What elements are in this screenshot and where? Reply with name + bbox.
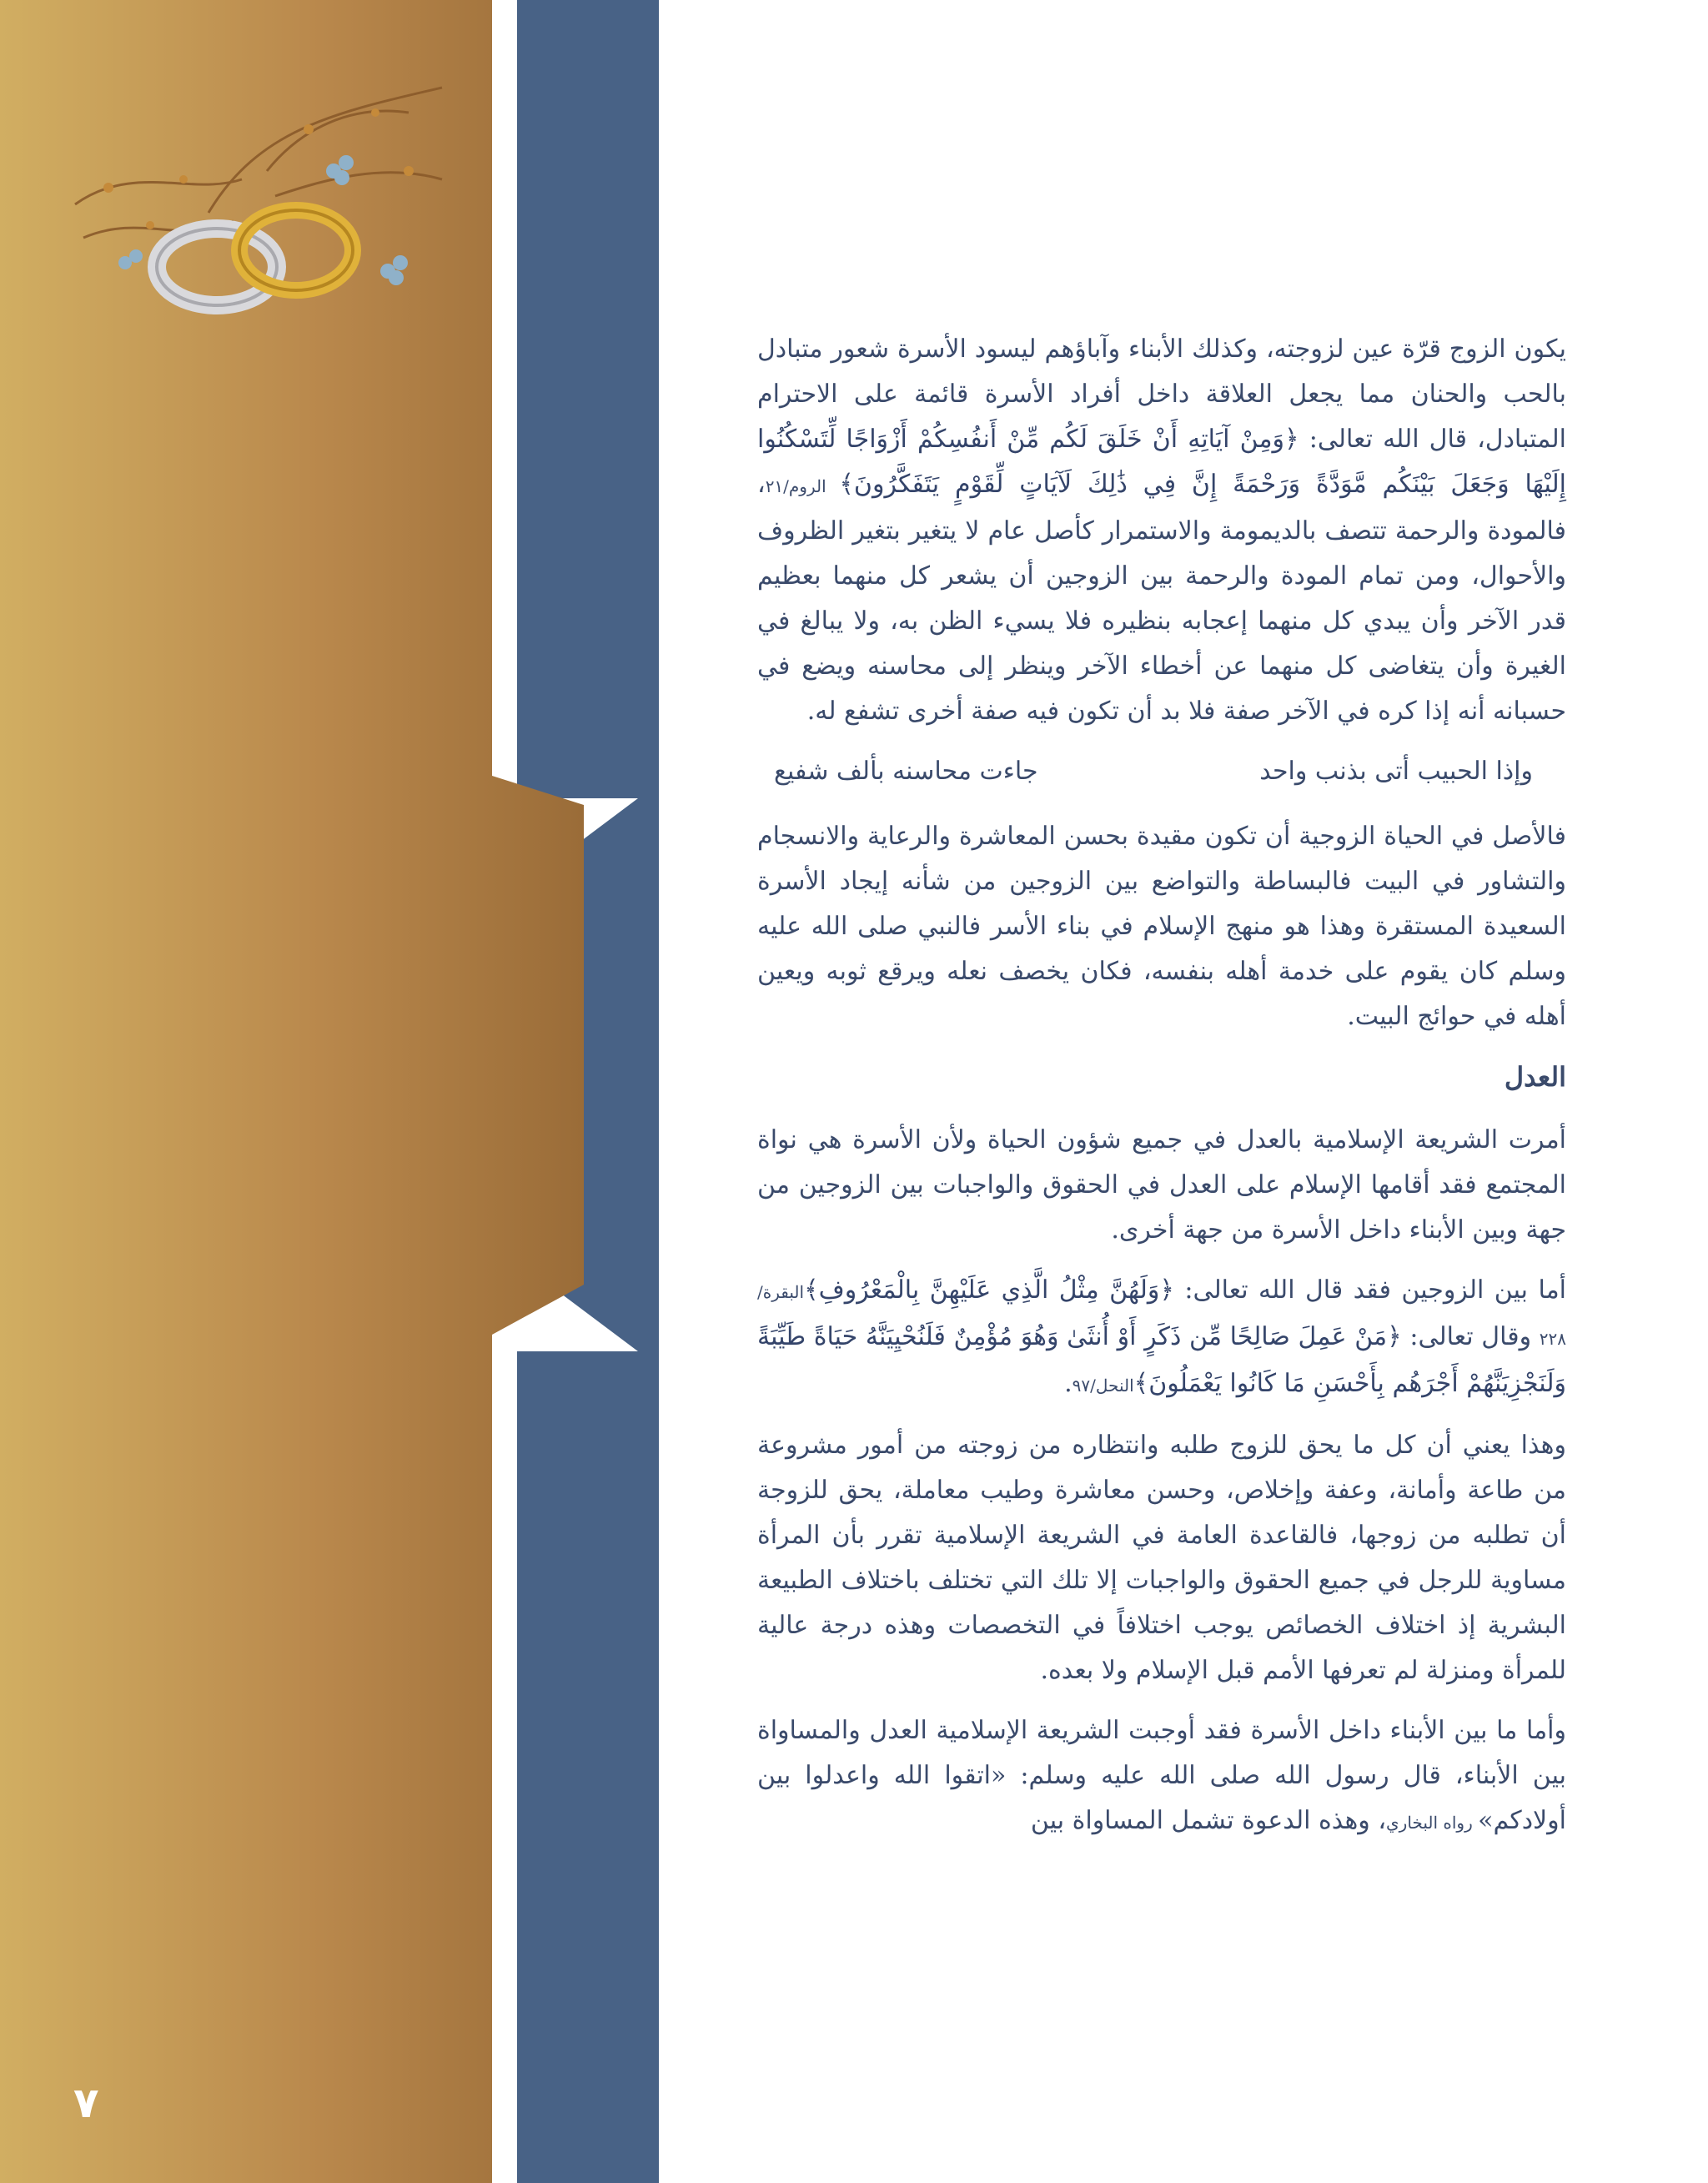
- heading-justice: العدل: [1504, 1061, 1566, 1093]
- citation: النحل/٩٧: [1072, 1376, 1134, 1396]
- citation: رواه البخاري: [1386, 1813, 1479, 1833]
- paragraph-equality: وهذا يعني أن كل ما يحق للزوج طلبه وانتظاره من زوجته من أمور مشروعة من طاعة وأمانة، وعفة وإخلاص، وحسن معاشرة وطيب معاملة، يحق للزوجة أن تطلبه من زوجها، فالقاعدة العامة في الشريعة الإسلامية تقرر بأن المرأة مساوية للرجل في جميع الحقوق والواجبات إلا تلك التي تختلف باختلاف الطبيعة البشرية إذ اختلاف الخصائص يوجب اختلافاً في التخصصات وهذه درجة عالية للمرأة ومنزلة لم تعرفها الأمم قبل الإسلام ولا بعده.: [757, 1431, 1566, 1685]
- sidebar: [0, 0, 659, 2183]
- paragraph-affection: يكون الزوج قرّة عين لزوجته، وكذلك الأبناء وآباؤهم ليسود الأسرة شعور متبادل بالحب والحنان مما يجعل العلاقة داخل أفراد الأسرة قائمة على الاحترام المتبادل، قال الله تعالى: ﴿وَمِنْ آيَاتِهِ أَنْ خَلَقَ لَكُم مِّنْ أَنفُسِكُمْ أَزْوَاجًا لِّتَسْكُنُوا إِلَيْهَا وَجَعَلَ بَيْنَكُم مَّوَدَّةً وَرَحْمَةً إِنَّ فِي ذَٰلِكَ لَآيَاتٍ لِّقَوْمٍ يَتَفَكَّرُونَ﴾ الروم/٢١، فالمودة والرحمة تتصف بالديمومة والاستمرار كأصل عام لا يتغير بتغير الظروف والأحوال، ومن تمام المودة والرحمة بين الزوجين أن يشعر كل منهما بعظيم قدر الآخر وأن يبدي كل منهما إعجابه بنظيره فلا يسيء الظن به، ولا يبالغ في الغيرة وأن يتغاضى كل منهما عن أخطاء الآخر وينظر إلى محاسنه ويضع في حسبانه أنه إذا كره في الآخر صفة فلا بد أن تكون فيه صفة أخرى تشفع له.: [757, 334, 1566, 726]
- page-number: ٧: [73, 2079, 99, 2127]
- verse-first-half: وإذا الحبيب أتى بذنب واحد: [1259, 757, 1533, 786]
- poem-verse: [774, 749, 1533, 794]
- paragraph-justice: أمرت الشريعة الإسلامية بالعدل في جميع شؤون الحياة ولأن الأسرة هي نواة المجتمع فقد أقامها الإسلام على العدل في الحقوق والواجبات بين الزوجين من جهة وبين الأبناء داخل الأسرة من جهة أخرى.: [757, 1125, 1566, 1245]
- wedding-rings-icon: [58, 79, 450, 329]
- paragraph-spouses: أما بين الزوجين فقد قال الله تعالى: ﴿وَلَهُنَّ مِثْلُ الَّذِي عَلَيْهِنَّ بِالْمَعْرُوفِ﴾البقرة/٢٢٨ وقال تعالى: ﴿مَنْ عَمِلَ صَالِحًا مِّن ذَكَرٍ أَوْ أُنثَىٰ وَهُوَ مُؤْمِنٌ فَلَنُحْيِيَنَّهُ حَيَاةً طَيِّبَةً وَلَنَجْزِيَنَّهُمْ أَجْرَهُم بِأَحْسَنِ مَا كَانُوا يَعْمَلُونَ﴾النحل/٩٧.: [757, 1275, 1566, 1398]
- citation: البقرة/٢٢٨: [757, 1282, 1566, 1349]
- quran-verse: ﴿مَنْ عَمِلَ صَالِحًا مِّن ذَكَرٍ أَوْ أُنثَىٰ وَهُوَ مُؤْمِنٌ فَلَنُحْيِيَنَّهُ حَيَاةً طَيِّبَةً وَلَنَجْزِيَنَّهُمْ أَجْرَهُم بِأَحْسَنِ مَا كَانُوا يَعْمَلُونَ﴾: [757, 1322, 1566, 1398]
- paragraph-married-life: فالأصل في الحياة الزوجية أن تكون مقيدة بحسن المعاشرة والرعاية والانسجام والتشاور في البيت فالبساطة والتواضع بين الزوجين من شأنه إيجاد الأسرة السعيدة المستقرة وهذا هو منهج الإسلام في بناء الأسر فالنبي صلى الله عليه وسلم كان يقوم على خدمة أهله بنفسه، فكان يخصف نعله ويرقع ثوبه ويعين أهله في حوائج البيت.: [757, 822, 1566, 1031]
- quran-verse: ﴿وَمِنْ آيَاتِهِ أَنْ خَلَقَ لَكُم مِّنْ أَنفُسِكُمْ أَزْوَاجًا لِّتَسْكُنُوا إِلَيْهَا وَجَعَلَ بَيْنَكُم مَّوَدَّةً وَرَحْمَةً إِنَّ فِي ذَٰلِكَ لَآيَاتٍ لِّقَوْمٍ يَتَفَكَّرُونَ﴾: [757, 425, 1566, 499]
- main-text: [757, 327, 1566, 1860]
- paragraph-children: وأما ما بين الأبناء داخل الأسرة فقد أوجبت الشريعة الإسلامية العدل والمساواة بين الأبناء، قال رسول الله صلى الله عليه وسلم: «اتقوا الله واعدلوا بين أولادكم» رواه البخاري، وهذه الدعوة تشمل المساواة بين: [757, 1716, 1566, 1835]
- quran-verse: ﴿وَلَهُنَّ مِثْلُ الَّذِي عَلَيْهِنَّ بِالْمَعْرُوفِ﴾: [804, 1275, 1174, 1305]
- verse-second-half: جاءت محاسنه بألف شفيع: [774, 757, 1038, 786]
- citation: الروم/٢١: [765, 476, 840, 496]
